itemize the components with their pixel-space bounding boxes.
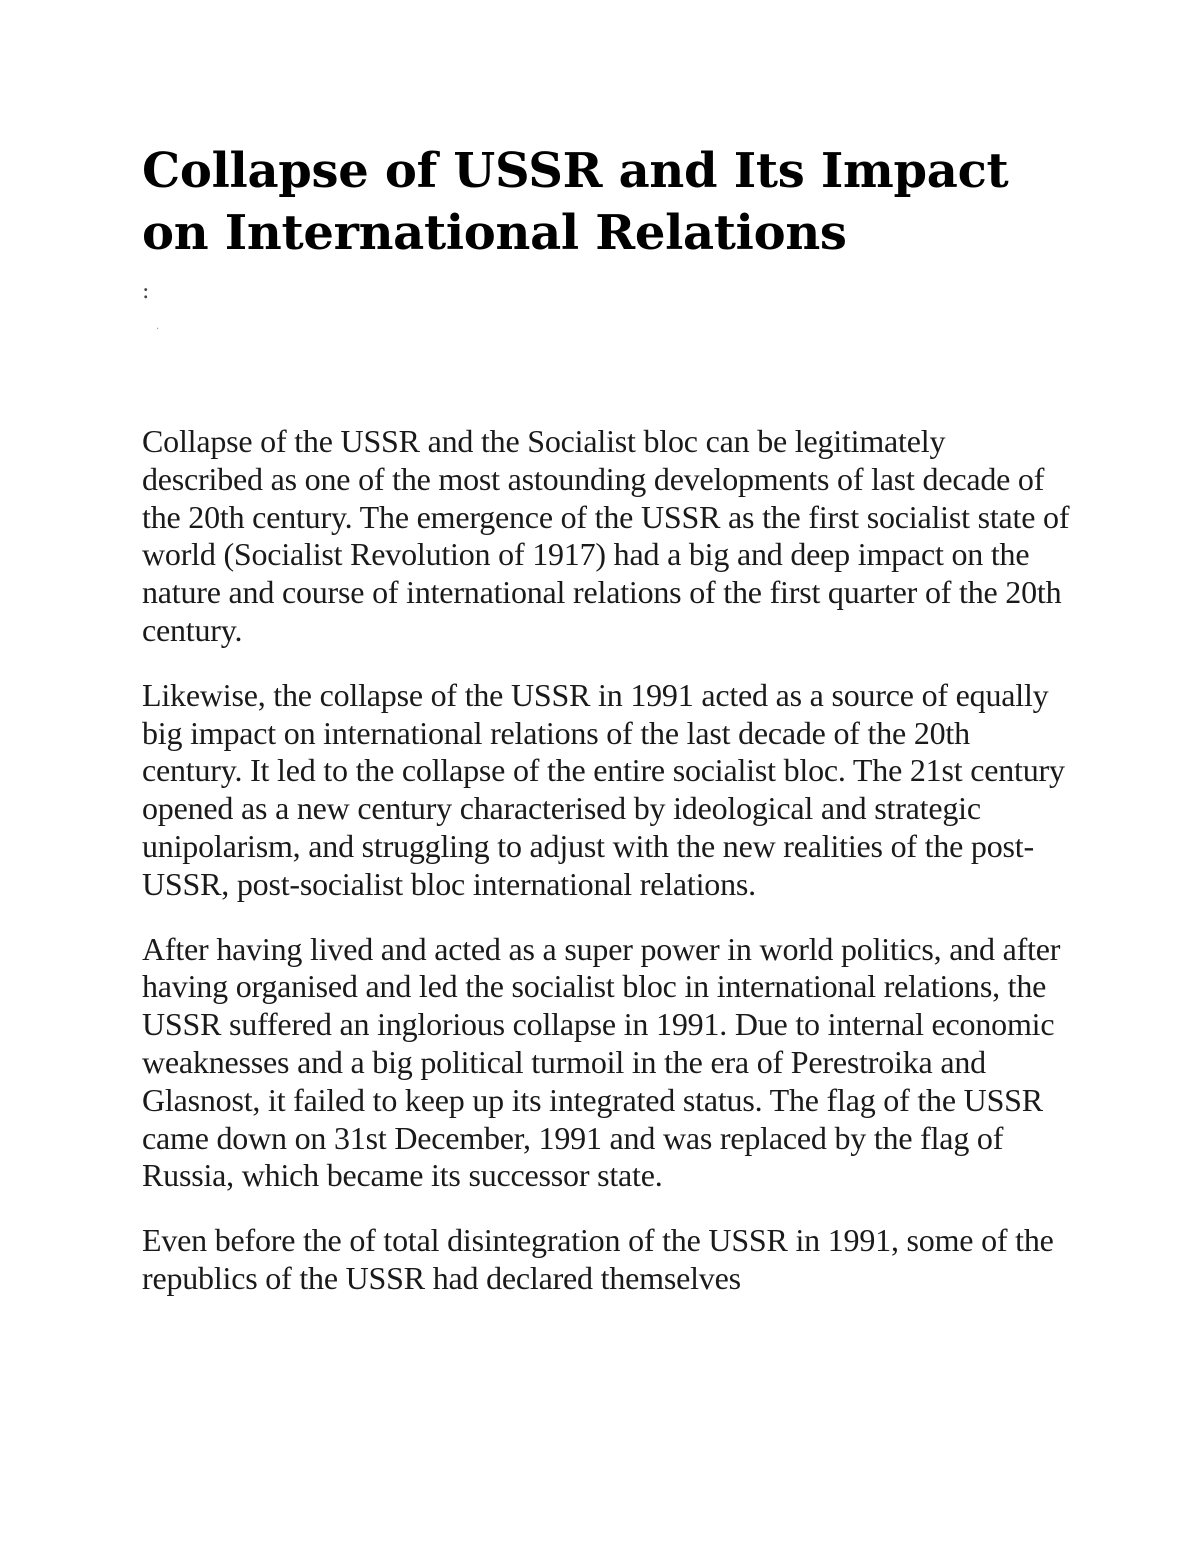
paragraph-2: Likewise, the collapse of the USSR in 1991 acted as a source of equally big impact on international relations of the last decade of the 20th century. It led to the collapse of the entire socialist bloc. The 21st century opened as a new century characterised by ideological and strategic unipolarism, and struggling to adjust with the new realities of the post-USSR, post-socialist bloc international relations. <box>142 676 1065 902</box>
paragraph-4: Even before the of total disintegration of the USSR in 1991, some of the republics of the USSR had declared themselves <box>142 1222 1054 1296</box>
document-title: Collapse of USSR and Its Impact on International Relations <box>142 143 1009 261</box>
paragraph-1: Collapse of the USSR and the Socialist bloc can be legitimately described as one of the most astounding developments of last decade of the 20th century. The emergence of the USSR as the first socialist state of world (Socialist Revolution of 1917) had a big and deep impact on the nature and course of international relations of the first quarter of the 20th century. <box>142 423 1070 648</box>
document-body <box>142 423 1072 1325</box>
paragraph-3: After having lived and acted as a super power in world politics, and after having organised and led the socialist bloc in international relations, the USSR suffered an inglorious collapse in 1991. Due to internal economic weaknesses and a big political turmoil in the era of Perestroika and Glasnost, it failed to keep up its integrated status. The flag of the USSR came down on 31st December, 1991 and was replaced by the flag of Russia, which became its successor state. <box>142 930 1061 1194</box>
colon-mark: : <box>142 279 150 304</box>
document-page <box>142 140 1072 1296</box>
dot-mark: · <box>156 324 160 335</box>
